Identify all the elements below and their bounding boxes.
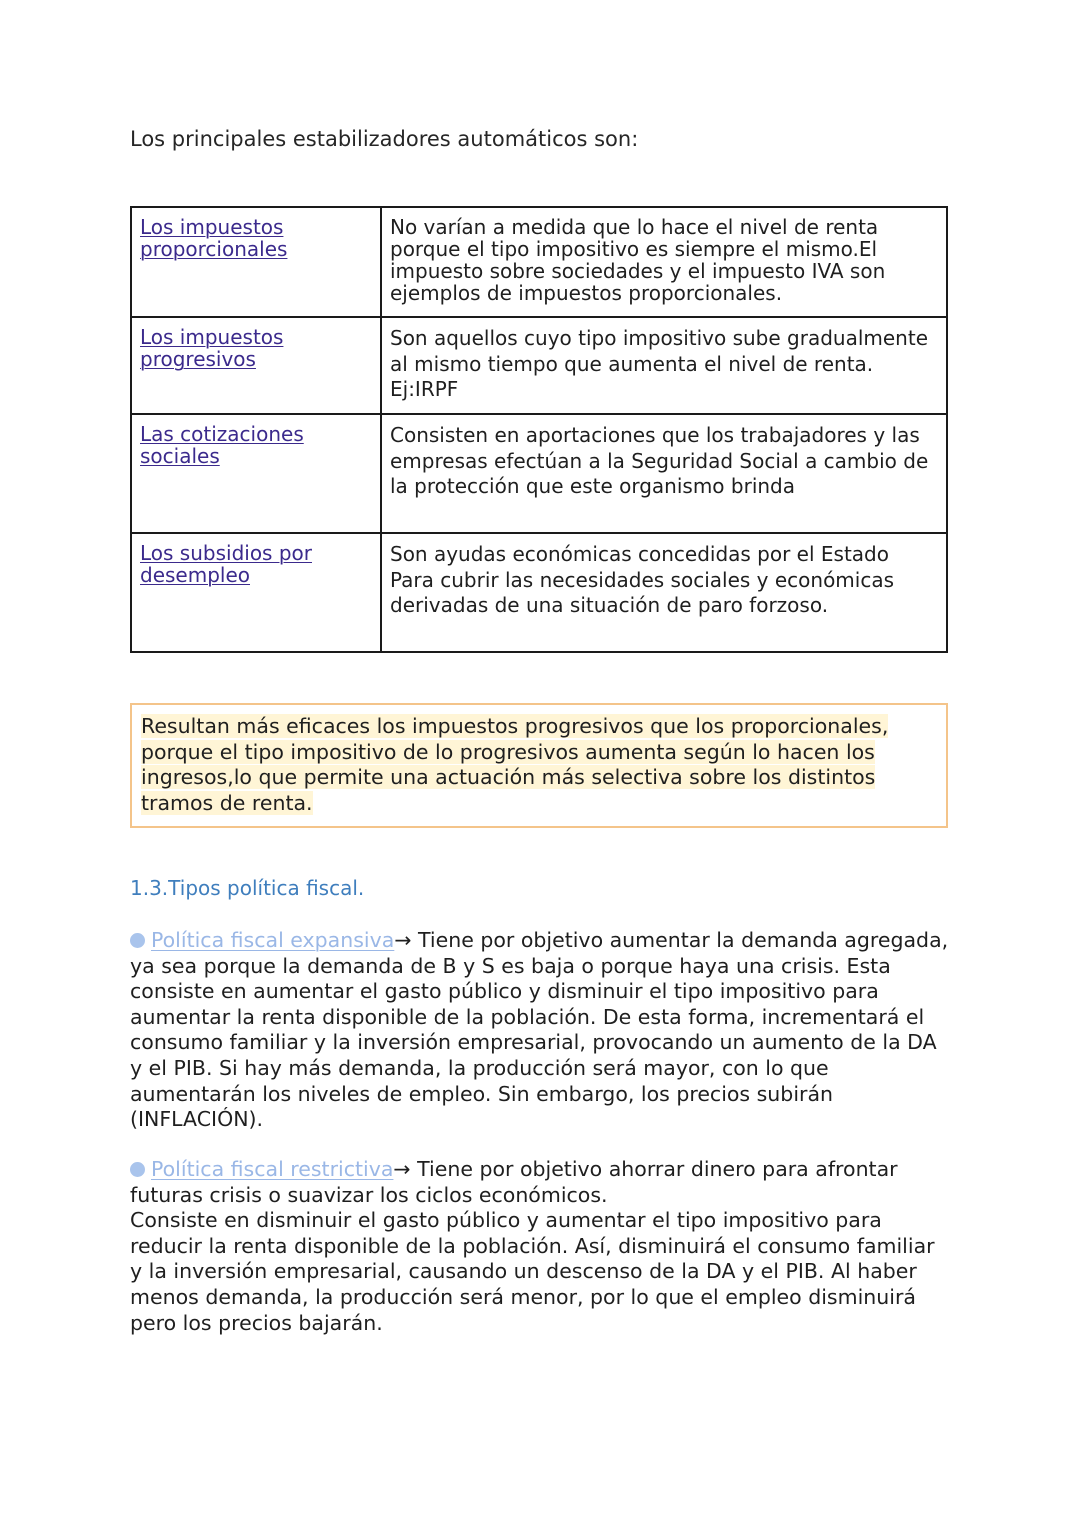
table-cell-description: Consisten en aportaciones que los trabajadores y las empresas efectúan a la Seguridad Social a cambio de la protección que este organismo brinda: [381, 414, 947, 533]
table-cell-description: Son ayudas económicas concedidas por el Estado Para cubrir las necesidades sociales y económicas derivadas de una situación de paro forzoso.: [381, 533, 947, 652]
table-cell-term: [131, 414, 381, 533]
arrow-glyph: →: [393, 1157, 411, 1181]
expansive-policy-paragraph: [130, 928, 950, 1133]
table-cell-term: [131, 317, 381, 414]
term-link[interactable]: Las cotizaciones sociales: [140, 422, 304, 468]
table-cell-term: [131, 207, 381, 317]
table-row: [131, 533, 947, 652]
section-title: 1.3.Tipos política fiscal.: [130, 876, 365, 900]
table-cell-term: [131, 533, 381, 652]
restrictive-policy-text: Tiene por objetivo ahorrar dinero para afrontar futuras crisis o suavizar los ciclos económicos.: [130, 1157, 898, 1207]
table-cell-description: Son aquellos cuyo tipo impositivo sube gradualmente al mismo tiempo que aumenta el nivel de renta. Ej:IRPF: [381, 317, 947, 414]
table-cell-description: No varían a medida que lo hace el nivel de renta porque el tipo impositivo es siempre el mismo.El impuesto sobre sociedades y el impuesto IVA son ejemplos de impuestos proporcionales.: [381, 207, 947, 317]
table-row: [131, 207, 947, 317]
bullet-dot-icon: [130, 933, 145, 948]
arrow-glyph: →: [394, 928, 412, 952]
intro-text: Los principales estabilizadores automáticos son:: [130, 127, 639, 151]
table-row: [131, 317, 947, 414]
restrictive-policy-link[interactable]: Política fiscal restrictiva: [151, 1157, 394, 1181]
highlight-callout: [130, 703, 948, 828]
term-link[interactable]: Los impuestos progresivos: [140, 325, 284, 371]
expansive-policy-link[interactable]: Política fiscal expansiva: [151, 928, 395, 952]
restrictive-policy-paragraph: [130, 1157, 950, 1336]
expansive-policy-text: Tiene por objetivo aumentar la demanda agregada, ya sea porque la demanda de B y S es baja o porque haya una crisis. Esta consiste en aumentar el gasto público y disminuir el tipo impositivo para aumentar la renta disponible de la población. De esta forma, incrementará el consumo familiar y la inversión empresarial, provocando un aumento de la DA y el PIB. Si hay más demanda, la producción será mayor, con lo que aumentarán los niveles de empleo. Sin embargo, los precios subirán (INFLACIÓN).: [130, 928, 949, 1132]
term-link[interactable]: Los subsidios por desempleo: [140, 541, 312, 587]
restrictive-policy-text-2: Consiste en disminuir el gasto público y aumentar el tipo impositivo para reducir la renta disponible de la población. Así, disminuirá el consumo familiar y la inversión empresarial, causando un descenso de la DA y el PIB. Al haber menos demanda, la producción será menor, por lo que el empleo disminuirá pero los precios bajarán.: [130, 1208, 935, 1335]
stabilizers-table: [130, 206, 948, 653]
table-row: [131, 414, 947, 533]
term-link[interactable]: Los impuestos proporcionales: [140, 215, 288, 261]
callout-text: Resultan más eficaces los impuestos progresivos que los proporcionales, porque el tipo impositivo de lo progresivos aumenta según lo hacen los ingresos,lo que permite una actuación más selectiva sobre los distintos tramos de renta.: [141, 714, 889, 815]
bullet-dot-icon: [130, 1162, 145, 1177]
